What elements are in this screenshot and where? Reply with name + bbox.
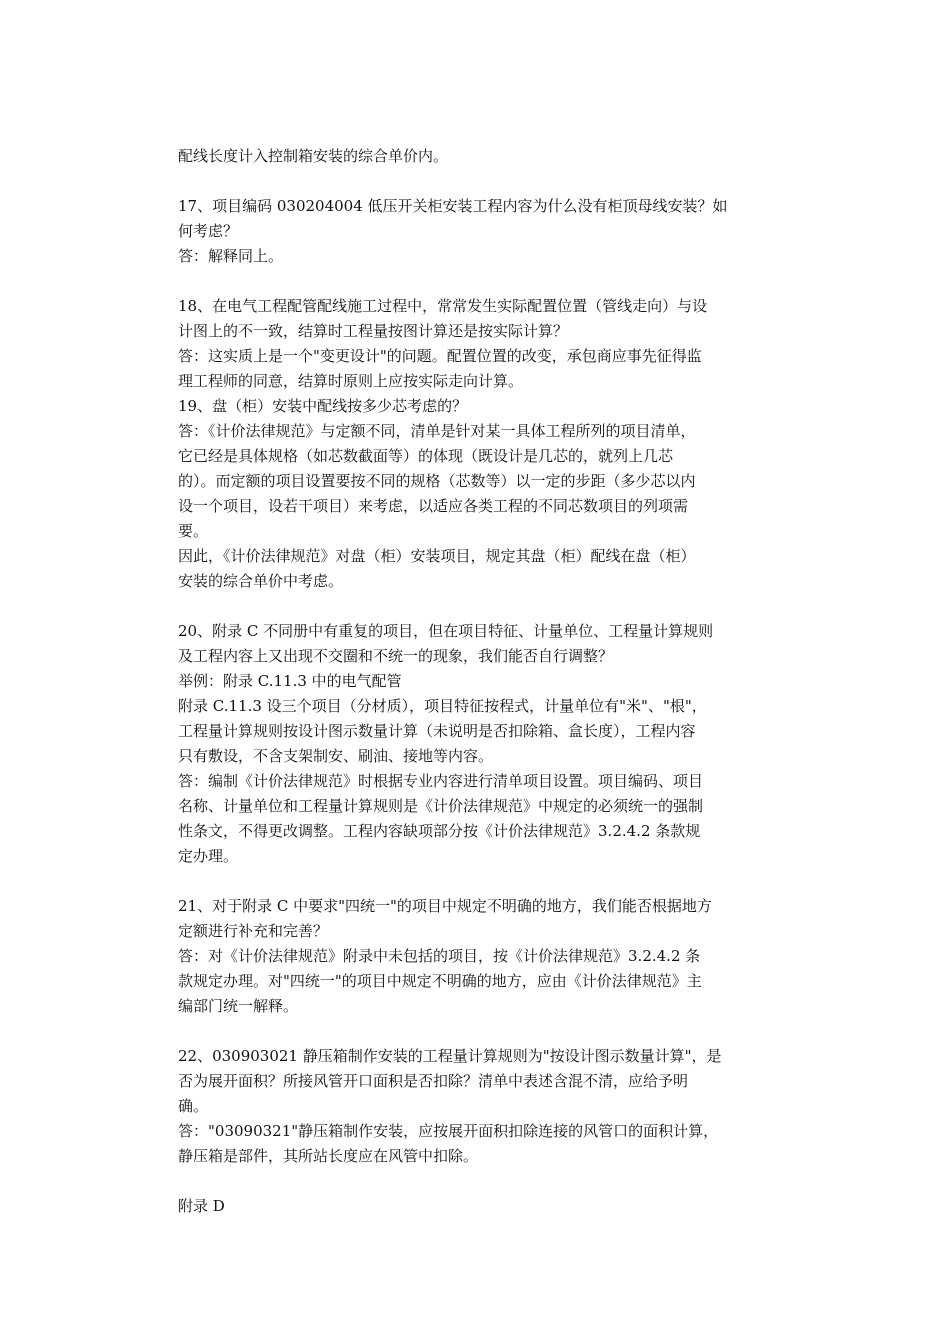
answer-17-line: 答：解释同上。 xyxy=(178,247,284,265)
answer-18-line: 答：这实质上是一个"变更设计"的问题。配置位置的改变，承包商应事先征得监 xyxy=(178,347,702,365)
question-21-line: 定额进行补充和完善？ xyxy=(178,922,329,940)
appendix-heading: 附录 D xyxy=(178,1197,225,1215)
answer-19-line: 答：《计价法律规范》与定额不同，清单是针对某一具体工程所列的项目清单， xyxy=(178,422,696,440)
question-20 xyxy=(178,619,770,869)
answer-19-line: 因此，《计价法律规范》对盘（柜）安装项目，规定其盘（柜）配线在盘（柜） xyxy=(178,547,696,565)
question-19 xyxy=(178,394,770,594)
answer-21-line: 款规定办理。对"四统一"的项目中规定不明确的地方，应由《计价法律规范》主 xyxy=(178,972,702,990)
question-22 xyxy=(178,1044,770,1169)
question-22-line: 否为展开面积？所接风管开口面积是否扣除？清单中表述含混不清，应给予明 xyxy=(178,1072,689,1090)
question-17-line: 何考虑？ xyxy=(178,222,239,240)
question-18-line: 18、在电气工程配管配线施工过程中，常常发生实际配置位置（管线走向）与设 xyxy=(178,297,708,315)
answer-20-line: 定办理。 xyxy=(178,847,239,865)
answer-19-line: 它已经是具体规格（如芯数截面等）的体现（既设计是几芯的，就列上几芯 xyxy=(178,447,674,465)
paragraph-gap xyxy=(178,169,770,194)
question-20-line: 及工程内容上又出现不交圈和不统一的现象，我们能否自行调整？ xyxy=(178,647,614,665)
answer-20-line: 性条文，不得更改调整。工程内容缺项部分按《计价法律规范》3.2.4.2 条款规 xyxy=(178,822,701,840)
answer-20-line: 名称、计量单位和工程量计算规则是《计价法律规范》中规定的必须统一的强制 xyxy=(178,797,704,815)
answer-19-line: 安装的综合单价中考虑。 xyxy=(178,572,344,590)
answer-22-line: 静压箱是部件，其所站长度应在风管中扣除。 xyxy=(178,1147,479,1165)
question-17-line: 17、项目编码 030204004 低压开关柜安装工程内容为什么没有柜顶母线安装？如 xyxy=(178,197,728,215)
question-18-line: 计图上的不一致，结算时工程量按图计算还是按实际计算？ xyxy=(178,322,569,340)
example-20-line: 工程量计算规则按设计图示数量计算（未说明是否扣除箱、盒长度），工程内容 xyxy=(178,722,696,740)
answer-22-line: 答："03090321"静压箱制作安装，应按展开面积扣除连接的风管口的面积计算， xyxy=(178,1122,719,1140)
example-20-line: 举例：附录 C.11.3 中的电气配管 xyxy=(178,672,402,690)
answer-21-line: 答：对《计价法律规范》附录中未包括的项目，按《计价法律规范》3.2.4.2 条 xyxy=(178,947,701,965)
paragraph-gap xyxy=(178,1019,770,1044)
question-21-line: 21、对于附录 C 中要求"四统一"的项目中规定不明确的地方，我们能否根据地方 xyxy=(178,897,712,915)
question-17 xyxy=(178,194,770,269)
paragraph-gap xyxy=(178,594,770,619)
answer-19-line: 的）。而定额的项目设置要按不同的规格（芯数等）以一定的步距（多少芯以内 xyxy=(178,472,696,490)
paragraph-gap xyxy=(178,1169,770,1194)
question-22-line: 22、030903021 静压箱制作安装的工程量计算规则为"按设计图示数量计算"，是 xyxy=(178,1047,722,1065)
question-21 xyxy=(178,894,770,1019)
question-20-line: 20、附录 C 不同册中有重复的项目，但在项目特征、计量单位、工程量计算规则 xyxy=(178,622,714,640)
intro-line: 配线长度计入控制箱安装的综合单价内。 xyxy=(178,147,449,165)
question-18 xyxy=(178,294,770,394)
paragraph-gap xyxy=(178,269,770,294)
question-19-line: 19、盘（柜）安装中配线按多少芯考虑的？ xyxy=(178,397,468,415)
paragraph-gap xyxy=(178,869,770,894)
answer-19-line: 要。 xyxy=(178,522,209,540)
example-20-line: 只有敷设，不含支架制安、刷油、接地等内容。 xyxy=(178,747,494,765)
example-20-line: 附录 C.11.3 设三个项目（分材质），项目特征按程式，计量单位有"米"、"根"， xyxy=(178,697,707,715)
answer-20-line: 答：编制《计价法律规范》时根据专业内容进行清单项目设置。项目编码、项目 xyxy=(178,772,704,790)
answer-21-line: 编部门统一解释。 xyxy=(178,997,299,1015)
question-22-line: 确。 xyxy=(178,1097,209,1115)
answer-18-line: 理工程师的同意，结算时原则上应按实际走向计算。 xyxy=(178,372,524,390)
document-body xyxy=(178,144,770,1219)
answer-19-line: 设一个项目，设若干项目）来考虑，以适应各类工程的不同芯数项目的列项需 xyxy=(178,497,689,515)
